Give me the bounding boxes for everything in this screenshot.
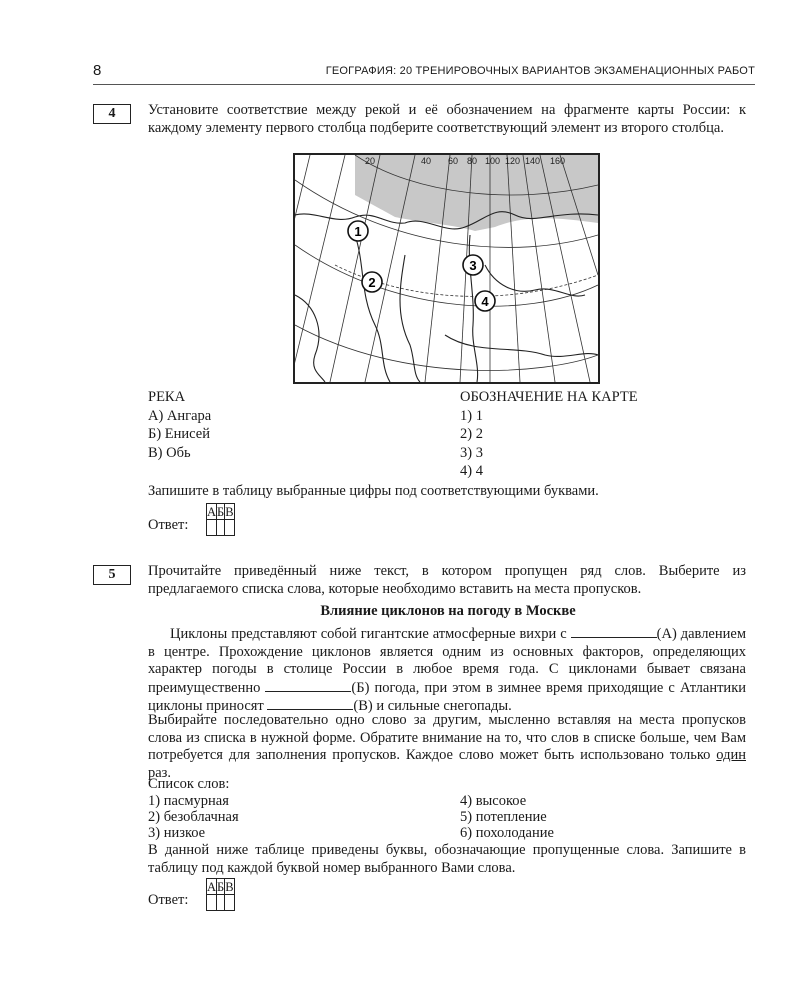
task5-prompt: Прочитайте приведённый ниже текст, в котором пропущен ряд слов. Выберите из предлагаемого списка слова, которые необходимо вставить на места пропусков. xyxy=(148,563,746,597)
svg-text:140: 140 xyxy=(525,156,541,166)
task4-prompt: Установите соответствие между рекой и её обозначением на фрагменте карты России: к каждому элементу первого столбца подберите соответствующий элемент из второго столбца. xyxy=(148,102,746,136)
answer-cell-a[interactable] xyxy=(207,520,217,536)
russia-map xyxy=(293,153,600,384)
answer-label: Ответ: xyxy=(148,517,189,533)
river-option: В) Обь xyxy=(148,444,191,461)
word-option: 2) безоблачная xyxy=(148,809,239,825)
answer-cell-v[interactable] xyxy=(225,895,234,911)
page-header xyxy=(93,62,755,85)
answer-column-b: Б xyxy=(217,879,225,894)
column-header-map-label: ОБОЗНАЧЕНИЕ НА КАРТЕ xyxy=(460,389,638,405)
word-option: 4) высокое xyxy=(460,793,527,809)
task-number-box: 4 xyxy=(93,104,131,124)
svg-text:160: 160 xyxy=(550,156,566,166)
map-label-option: 4) 4 xyxy=(460,463,483,479)
answer-column-v: В xyxy=(225,504,234,519)
map-label-option: 1) 1 xyxy=(460,407,483,424)
word-option: 6) похолодание xyxy=(460,825,554,841)
svg-text:20: 20 xyxy=(365,156,376,166)
answer-column-a: А xyxy=(207,879,217,894)
blank-b xyxy=(265,679,351,692)
map-marker-1: 1 xyxy=(354,224,362,239)
column-header-river: РЕКА xyxy=(148,389,186,405)
word-option: 3) низкое xyxy=(148,825,206,841)
word-option: 5) потепление xyxy=(460,809,547,825)
passage-title: Влияние циклонов на погоду в Москве xyxy=(320,603,576,619)
word-option: 1) пасмурная xyxy=(148,793,229,809)
answer-table xyxy=(206,878,235,911)
svg-text:80: 80 xyxy=(467,156,478,166)
task4-instruction: Запишите в таблицу выбранные цифры под соответствующими буквами. xyxy=(148,483,599,499)
map-marker-4: 4 xyxy=(481,294,489,309)
blank-v xyxy=(267,697,353,710)
task5-table-instruction: В данной ниже таблице приведены буквы, обозначающие пропущенные слова. Запишите в таблицу под каждой буквой номер выбранного Вами слова. xyxy=(148,842,746,876)
running-title: ГЕОГРАФИЯ: 20 ТРЕНИРОВОЧНЫХ ВАРИАНТОВ ЭКЗАМЕНАЦИОННЫХ РАБОТ xyxy=(325,65,755,77)
answer-cell-a[interactable] xyxy=(207,895,217,911)
answer-cell-b[interactable] xyxy=(217,520,225,536)
river-option: А) Ангара xyxy=(148,407,212,424)
answer-column-a: А xyxy=(207,504,217,519)
word-list-label: Список слов: xyxy=(148,776,230,792)
passage-text: Циклоны представляют собой гигантские атмосферные вихри с (А) давлением в центре. Прохождение циклонов является одним из основных факторов, определяющих характер погоды в столице России в любое время года. С циклонами бывает связана преимущественно (Б) погода, при этом в зимнее время приходящие с Атлантики циклоны приносят (В) и сильные снегопады. xyxy=(148,626,746,714)
task-number-box: 5 xyxy=(93,565,131,585)
answer-label: Ответ: xyxy=(148,892,189,908)
svg-text:60: 60 xyxy=(448,156,459,166)
task5-instructions: Выбирайте последовательно одно слово за другим, мысленно вставляя на места пропусков слова из списка в нужной форме. Обратите внимание на то, что слов в списке больше, чем Вам потребуется для заполнения пропусков. Каждое слово может быть использовано только один раз. xyxy=(148,712,746,781)
blank-a xyxy=(571,625,657,638)
svg-text:120: 120 xyxy=(505,156,521,166)
river-option: Б) Енисей xyxy=(148,426,210,442)
word-list xyxy=(148,793,748,841)
page-number: 8 xyxy=(93,62,102,79)
map-marker-2: 2 xyxy=(368,275,376,290)
map-label-option: 2) 2 xyxy=(460,426,483,442)
answer-cell-b[interactable] xyxy=(217,895,225,911)
matching-columns xyxy=(148,389,748,482)
answer-column-b: Б xyxy=(217,504,225,519)
svg-text:100: 100 xyxy=(485,156,501,166)
svg-text:40: 40 xyxy=(421,156,432,166)
answer-cell-v[interactable] xyxy=(225,520,234,536)
answer-column-v: В xyxy=(225,879,234,894)
answer-table xyxy=(206,503,235,536)
map-graphic xyxy=(295,155,598,382)
map-marker-3: 3 xyxy=(469,258,477,273)
map-label-option: 3) 3 xyxy=(460,444,483,461)
